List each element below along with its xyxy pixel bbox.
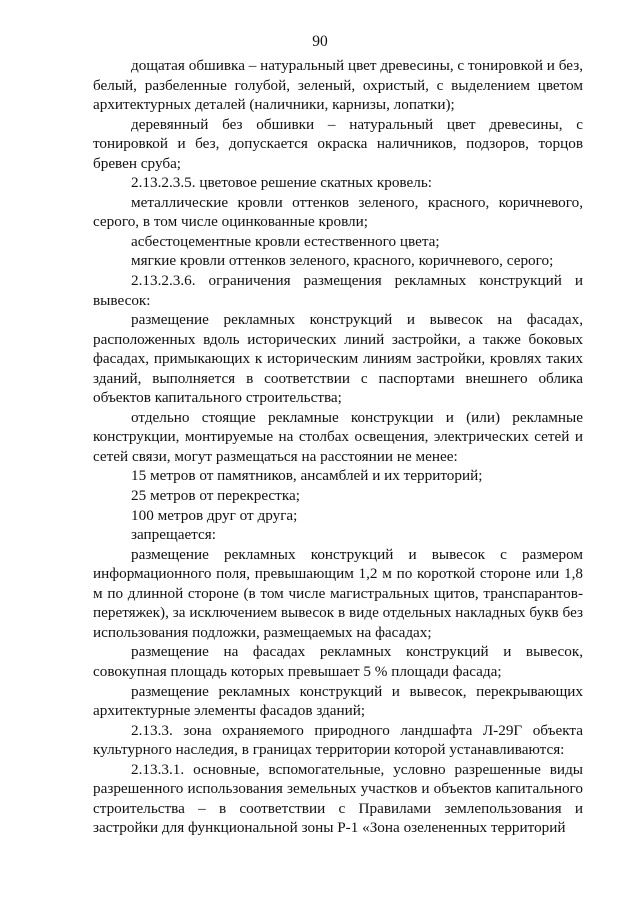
paragraph-wood-cladding: дощатая обшивка – натуральный цвет древесины, с тонировкой и без, белый, разбеленные голубой, зеленый, охристый, с выделением цветом архитектурных деталей (наличники, карнизы, лопатки); — [93, 57, 583, 114]
paragraph-prohibited-overlap: размещение рекламных конструкций и вывесок, перекрывающих архитектурные элементы фасадов зданий; — [93, 682, 583, 720]
paragraph-wood-no-cladding: деревянный без обшивки – натуральный цвет древесины, с тонировкой и без, допускается окраска наличников, подзоров, торцов бревен сруба; — [93, 115, 583, 172]
paragraph-section-2-13-2-3-6: 2.13.2.3.6. ограничения размещения рекламных конструкций и вывесок: — [93, 272, 583, 309]
paragraph-prohibited-size: размещение рекламных конструкций и вывесок с размером информационного поля, превышающим 1,2 м по короткой стороне или 1,8 м по длинной стороне (в том числе магистральных щитов, транспарантов-перетяжек), за исключением вывесок в виде отдельных накладных букв без использования подложки, размещаемых на фасадах; — [93, 545, 583, 641]
paragraph-prohibited: запрещается: — [131, 526, 216, 544]
paragraph-soft-roofs: мягкие кровли оттенков зеленого, красного, коричневого, серого; — [131, 252, 554, 270]
paragraph-standalone-advertising: отдельно стоящие рекламные конструкции и (или) рекламные конструкции, монтируемые на столбах освещения, электрических сетей и сетей связи, могут размещаться на расстоянии не менее: — [93, 408, 583, 465]
paragraph-distance-intersection: 25 метров от перекрестка; — [131, 487, 300, 505]
page-number: 90 — [312, 33, 328, 50]
paragraph-prohibited-area: размещение на фасадах рекламных конструкций и вывесок, совокупная площадь которых превышает 5 % площади фасада; — [93, 643, 583, 680]
paragraph-distance-monuments: 15 метров от памятников, ансамблей и их территорий; — [131, 467, 483, 485]
paragraph-distance-between: 100 метров друг от друга; — [131, 506, 298, 524]
paragraph-metal-roofs: металлические кровли оттенков зеленого, красного, коричневого, серого, в том числе оцинкованные кровли; — [93, 193, 583, 231]
paragraph-section-2-13-3: 2.13.3. зона охраняемого природного ландшафта Л-29Г объекта культурного наследия, в границах территории которой устанавливаются: — [93, 721, 583, 759]
paragraph-section-2-13-2-3-5: 2.13.2.3.5. цветовое решение скатных кровель: — [131, 174, 432, 192]
document-body — [93, 56, 583, 838]
paragraph-section-2-13-3-1: 2.13.3.1. основные, вспомогательные, условно разрешенные виды разрешенного использования земельных участков и объектов капитального строительства – в соответствии с Правилами землепользования и застройки для функциональной зоны Р-1 «Зона озелененных территорий — [93, 760, 583, 837]
paragraph-asbestos-roofs: асбестоцементные кровли естественного цвета; — [131, 232, 440, 250]
paragraph-facade-advertising: размещение рекламных конструкций и вывесок на фасадах, расположенных вдоль исторических линий застройки, а также боковых фасадах, примыкающих к историческим линиям застройки, кровлях таких зданий, выполняется в соответствии с паспортами внешнего облика объектов капитального строительства; — [93, 311, 583, 407]
